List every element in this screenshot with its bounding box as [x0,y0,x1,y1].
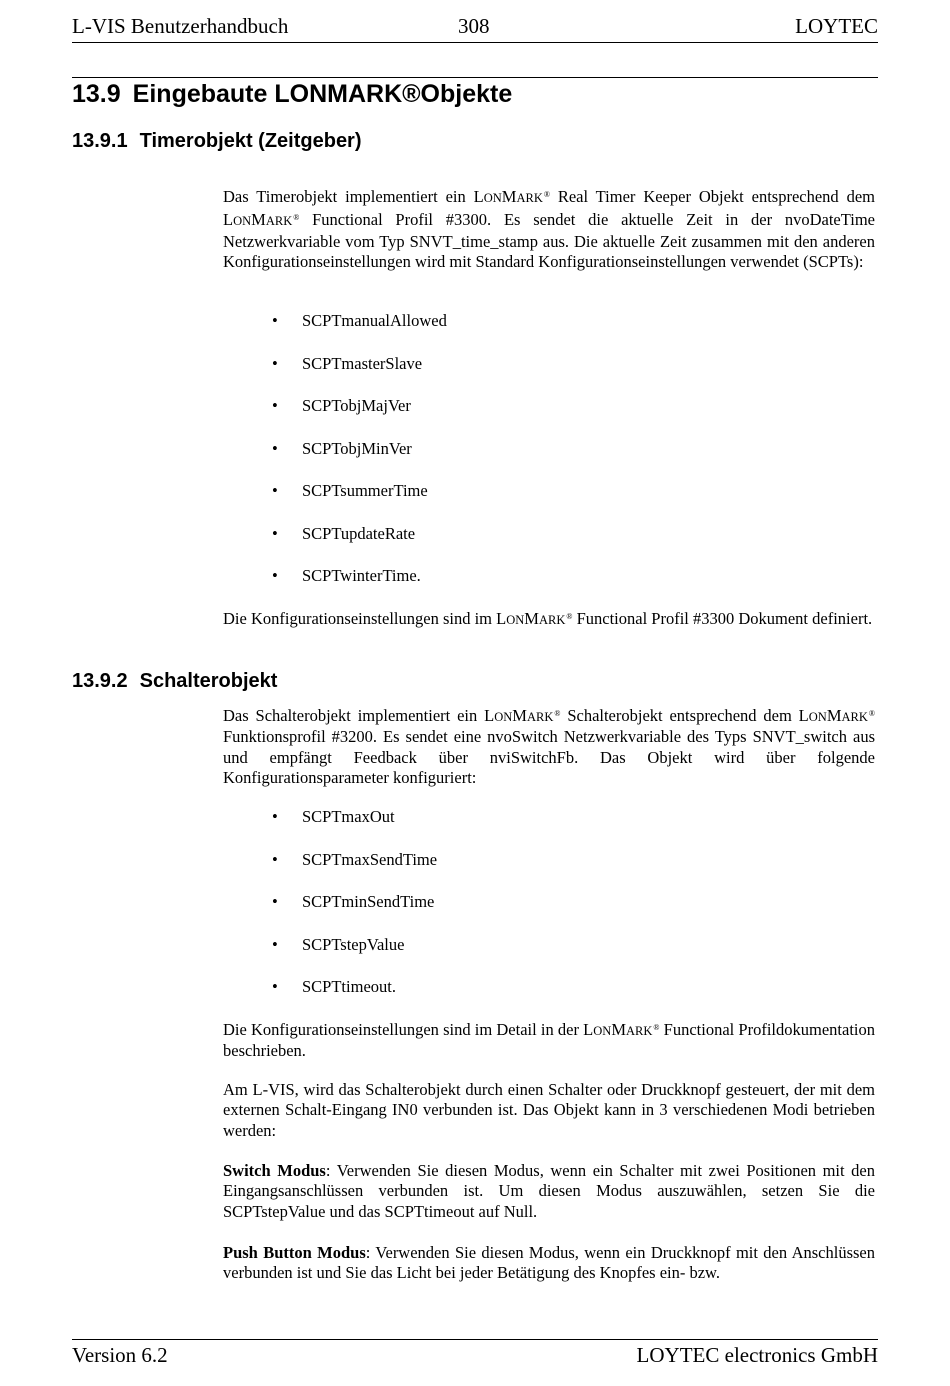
subsection-number: 13.9.2 [72,670,128,692]
section-number: 13.9 [72,80,121,108]
switch-scpt-list [272,807,832,1020]
header-page-number: 308 [458,14,490,38]
header-company: LOYTEC [795,14,878,38]
push-button-mode-paragraph: Push Button Modus: Verwenden Sie diesen Modus, wenn ein Druckknopf mit den Anschlüssen verbunden ist und Sie das Licht bei jeder Betätigung des Knopfes ein- bzw. [223,1243,875,1283]
timer-config-paragraph: Die Konfigurationseinstellungen sind im LONMARK® Functional Profil #3300 Dokument definiert. [223,609,873,628]
footer-version: Version 6.2 [72,1343,168,1367]
timer-intro-paragraph: Das Timerobjekt implementiert ein LONMARK® Real Timer Keeper Objekt entsprechend dem LONMARK® Functional Profil #3300. Es sendet die aktuelle Zeit in der nvoDateTime Netzwerkvariable vom Typ SNVT_time_stamp aus. Die aktuelle Zeit zusammen mit den anderen Konfigurationseinstellungen wird mit Standard Konfigurationseinstellungen verwendet (SCPTs): [223,187,875,271]
list-item: • SCPTsummerTime [272,481,428,500]
subsection-heading-timer [72,130,362,153]
header-title: L-VIS Benutzerhandbuch [72,14,289,38]
section-title: Eingebaute LONMARK®Objekte [132,80,513,108]
subsection-number: 13.9.1 [72,130,128,152]
header-rule [72,42,878,43]
switch-mode-paragraph: Switch Modus: Verwenden Sie diesen Modus, wenn ein Schalter mit zwei Positionen mit den Eingangsanschlüssen verbunden ist. Um diesen Modus auszuwählen, setzen Sie die SCPTstepValue und das SCPTtimeout auf Null. [223,1161,875,1221]
list-item: • SCPTmaxSendTime [272,849,438,869]
list-item: • SCPTmaxOut [272,807,395,826]
lonmark-wordmark: LONMARK® [496,609,573,628]
list-item: • SCPTmasterSlave [272,353,423,373]
lonmark-wordmark: LONMARK® [473,187,550,206]
switch-config-paragraph: Die Konfigurationseinstellungen sind im Detail in der LONMARK® Functional Profildokumentation beschrieben. [223,1020,875,1061]
timer-scpt-list [272,311,832,609]
section-rule [72,77,878,78]
list-item: • SCPTtimeout. [272,977,396,996]
switch-lvis-paragraph: Am L-VIS, wird das Schalterobjekt durch einen Schalter oder Druckknopf gesteuert, der mit dem externen Schalt-Eingang IN0 verbunden ist. Das Objekt kann in 3 verschiedenen Modi betrieben werden: [223,1080,875,1140]
lonmark-wordmark: LONMARK® [484,706,561,725]
switch-intro-paragraph: Das Schalterobjekt implementiert ein LONMARK® Schalterobjekt entsprechend dem LONMARK® Funktionsprofil #3200. Es sendet eine nvoSwitch Netzwerkvariable des Typs SNVT_switch aus und empfängt Feedback über nviSwitchFb. Das Objekt wird über folgende Konfigurationsparameter konfiguriert: [223,706,875,787]
list-item: • SCPTwinterTime. [272,566,421,585]
list-item: • SCPTupdateRate [272,523,416,543]
list-item: • SCPTmanualAllowed [272,311,447,330]
list-item: • SCPTobjMajVer [272,396,411,415]
footer-rule [72,1339,878,1340]
switch-mode-term: Switch Modus [223,1161,326,1180]
subsection-title: Schalterobjekt [139,670,278,692]
lonmark-wordmark: LONMARK® [583,1020,660,1039]
lonmark-wordmark: LONMARK® [223,210,300,230]
push-button-mode-term: Push Button Modus [223,1243,366,1262]
lonmark-wordmark: LONMARK® [798,706,875,725]
list-item: • SCPTobjMinVer [272,438,412,458]
subsection-heading-switch [72,670,277,693]
subsection-title: Timerobjekt (Zeitgeber) [139,130,362,152]
list-item: • SCPTminSendTime [272,892,435,911]
footer-company: LOYTEC electronics GmbH [636,1343,878,1367]
list-item: • SCPTstepValue [272,934,405,954]
section-heading [72,80,512,109]
page-header [72,14,878,42]
